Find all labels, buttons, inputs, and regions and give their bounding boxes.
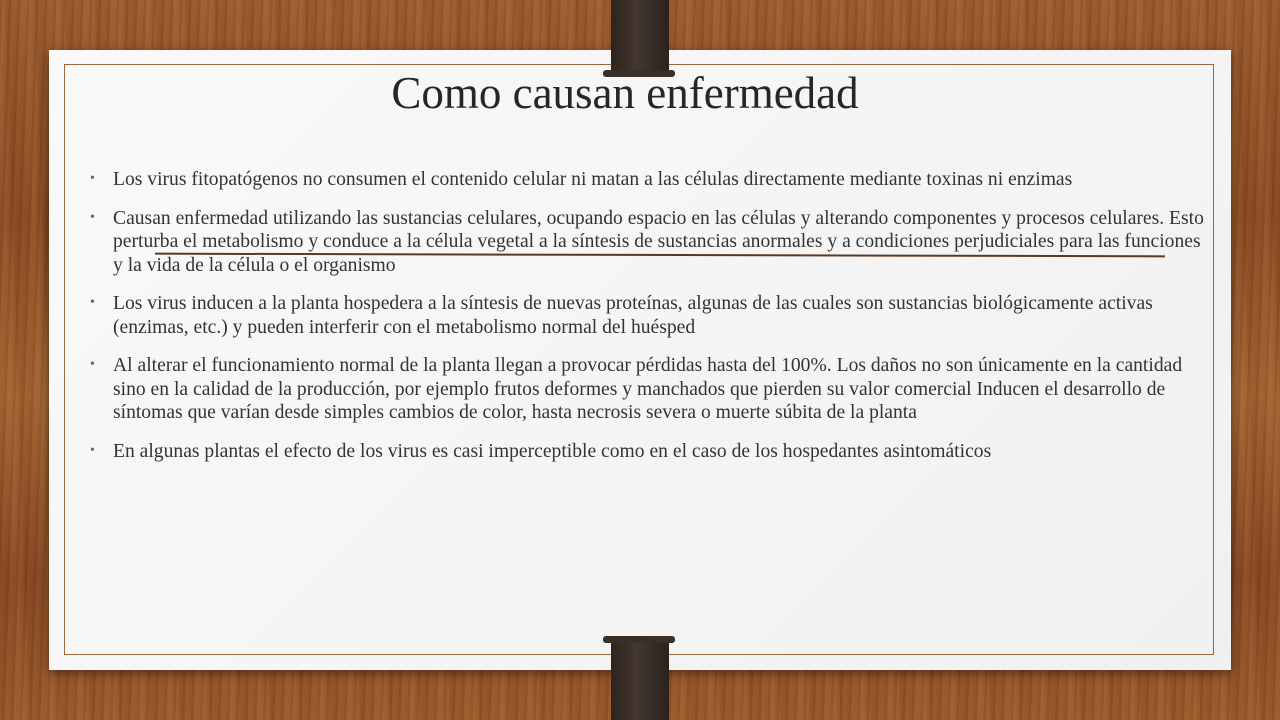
- bullet-text: Los virus inducen a la planta hospedera a la síntesis de nuevas proteínas, algunas de las cuales son sustancias biológicamente activas (enzimas, etc.) y pueden interferir con el metabolismo normal del huésped: [113, 293, 1153, 338]
- bullet-text: Al alterar el funcionamiento normal de la planta llegan a provocar pérdidas hasta del 100%. Los daños no son únicamente en la cantidad sino en la calidad de la producción, por ejemplo frutos deformes y manchados que pierden su valor comercial Inducen el desarrollo de síntomas que varían desde simples cambios de color, hasta necrosis severa o muerte súbita de la planta: [113, 355, 1183, 423]
- bullet-item: [90, 207, 1210, 278]
- bullet-item: [90, 168, 1210, 192]
- slide-title: Como causan enfermedad: [391, 68, 859, 118]
- bullet-item: [90, 440, 1210, 464]
- bullet-icon: •: [90, 171, 95, 186]
- bullet-icon: •: [90, 295, 95, 310]
- bottom-strap-clip: [603, 636, 675, 643]
- bullet-item: [90, 354, 1210, 425]
- bullet-icon: •: [90, 357, 95, 372]
- bottom-strap: [611, 640, 669, 720]
- bullet-item: [90, 292, 1210, 339]
- bullet-list: [90, 168, 1210, 478]
- top-strap: [611, 0, 669, 76]
- bullet-text: Los virus fitopatógenos no consumen el contenido celular ni matan a las células directamente mediante toxinas ni enzimas: [113, 169, 1073, 190]
- bullet-text: En algunas plantas el efecto de los virus es casi imperceptible como en el caso de los hospedantes asintomáticos: [113, 440, 992, 462]
- bullet-icon: •: [90, 209, 95, 225]
- bullet-icon: •: [90, 442, 95, 458]
- bullet-text: Causan enfermedad utilizando las sustancias celulares, ocupando espacio en las células y alterando componentes y procesos celulares. Esto perturba el metabolismo y conduce a la célula vegetal a la síntesis de sustancias anormales y a condiciones perjudiciales para las funciones y la vida de la célula o el organismo: [113, 207, 1204, 276]
